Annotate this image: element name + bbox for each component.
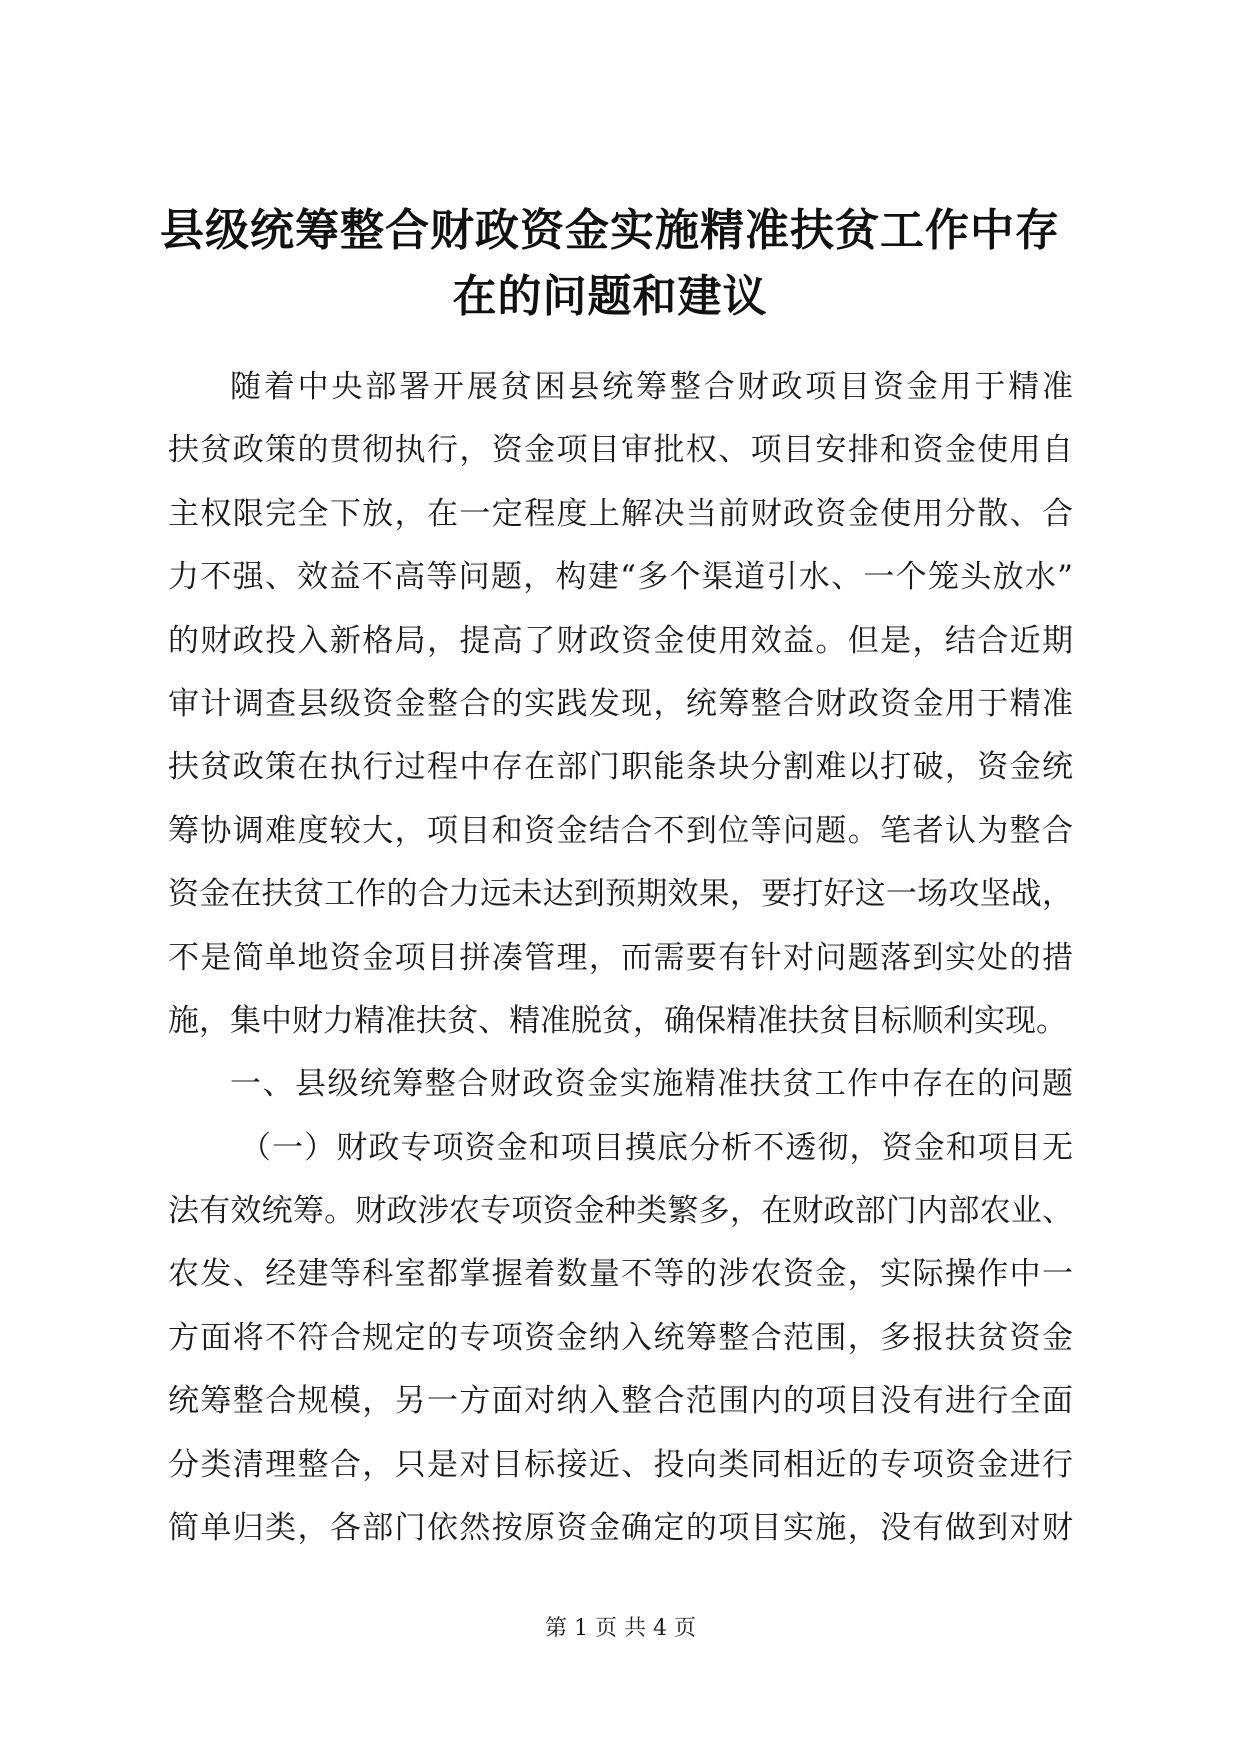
body-line: 分类清理整合，只是对目标接近、投向类同相近的专项资金进行: [168, 1446, 1073, 1483]
body-line: 农发、经建等科室都掌握着数量不等的涉农资金，实际操作中一: [168, 1256, 1073, 1293]
body-line: 统筹整合规模，另一方面对纳入整合范围内的项目没有进行全面: [168, 1383, 1073, 1420]
body-line: 的财政投入新格局，提高了财政资金使用效益。但是，结合近期: [168, 622, 1073, 659]
body-line: 简单归类，各部门依然按原资金确定的项目实施，没有做到对财: [168, 1510, 1073, 1547]
body-line: 施，集中财力精准扶贫、精准脱贫，确保精准扶贫目标顺利实现。: [168, 1002, 1067, 1039]
body-line: 方面将不符合规定的专项资金纳入统筹整合范围，多报扶贫资金: [168, 1319, 1073, 1356]
title-line-2: 在的问题和建议: [452, 271, 768, 322]
body-line: 扶贫政策在执行过程中存在部门职能条块分割难以打破，资金统: [168, 749, 1073, 786]
page-number: 第 1 页 共 4 页: [545, 1616, 696, 1641]
body-line: 主权限完全下放，在一定程度上解决当前财政资金使用分散、合: [168, 495, 1073, 532]
body-line: 随着中央部署开展贫困县统筹整合财政项目资金用于精准: [230, 369, 1073, 405]
body-line: （一）财政专项资金和项目摸底分析不透彻，资金和项目无: [240, 1129, 1073, 1166]
document-body: [168, 356, 1073, 1560]
section-heading: 一、县级统筹整合财政资金实施精准扶贫工作中存在的问题: [230, 1066, 1073, 1103]
body-line: 不是简单地资金项目拼凑管理，而需要有针对问题落到实处的措: [168, 939, 1073, 976]
title-line-1: 县级统筹整合财政资金实施精准扶贫工作中存: [160, 205, 1060, 256]
body-line: 审计调查县级资金整合的实践发现，统筹整合财政资金用于精准: [168, 685, 1073, 722]
body-line: 资金在扶贫工作的合力远未达到预期效果，要打好这一场攻坚战，: [168, 876, 1073, 913]
body-line: 法有效统筹。财政涉农专项资金种类繁多，在财政部门内部农业、: [168, 1193, 1073, 1230]
body-line: 扶贫政策的贯彻执行，资金项目审批权、项目安排和资金使用自: [168, 432, 1073, 469]
body-line: 筹协调难度较大，项目和资金结合不到位等问题。笔者认为整合: [168, 812, 1073, 849]
document-title: [130, 198, 1090, 330]
body-line: 力不强、效益不高等问题，构建“多个渠道引水、一个笼头放水”: [168, 559, 1073, 596]
